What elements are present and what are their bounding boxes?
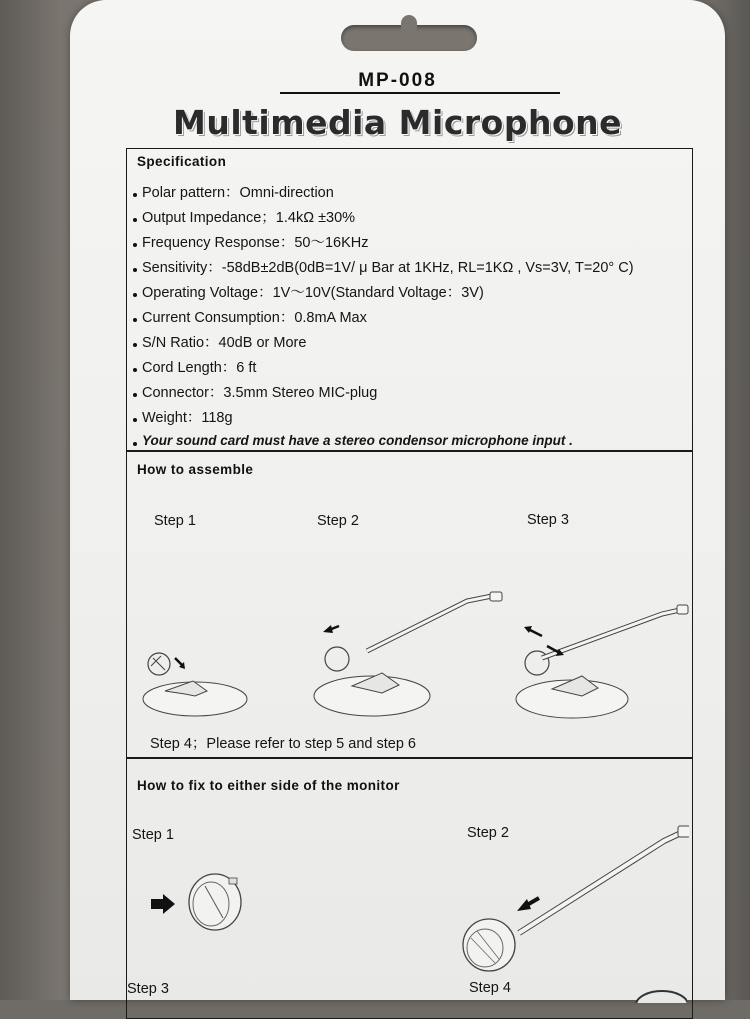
spec-item: Current Consumption：0.8mA Max — [131, 304, 634, 329]
bullet-icon — [133, 393, 137, 397]
monitor-step-2-label: Step 2 — [467, 825, 509, 841]
assemble-step-2-illustration — [307, 581, 507, 721]
product-card — [70, 0, 725, 1000]
bullet-icon — [133, 418, 137, 422]
spec-item: Operating Voltage：1V～10V(Standard Voltage：3V) — [131, 279, 634, 304]
monitor-step-3-label: Step 3 — [127, 981, 169, 997]
spec-item: Weight：118g — [131, 404, 634, 429]
spec-item: Connector：3.5mm Stereo MIC-plug — [131, 379, 634, 404]
arrow-icon — [323, 625, 333, 633]
monitor-step-1-illustration — [145, 866, 255, 936]
bullet-icon — [133, 218, 137, 222]
specification-heading: Specification — [137, 154, 227, 169]
monitor-heading: How to fix to either side of the monitor — [137, 778, 400, 793]
monitor-step-1-label: Step 1 — [132, 827, 174, 843]
hang-hole — [341, 25, 477, 51]
specification-list — [131, 179, 634, 452]
monitor-step-4-illustration — [612, 983, 687, 1003]
monitor-panel — [126, 757, 693, 1019]
specification-panel — [126, 148, 693, 452]
assemble-step-2-label: Step 2 — [317, 513, 359, 529]
spec-item: S/N Ratio：40dB or More — [131, 329, 634, 354]
model-number: MP-008 — [358, 70, 437, 91]
assemble-step-1-illustration — [135, 636, 255, 721]
spec-item: Cord Length：6 ft — [131, 354, 634, 379]
spec-item: Polar pattern：Omni-direction — [131, 179, 634, 204]
monitor-step-2-illustration — [389, 813, 689, 973]
model-underline — [280, 92, 560, 94]
product-title: Multimedia Microphone — [172, 103, 622, 142]
bullet-icon — [133, 318, 137, 322]
assemble-heading: How to assemble — [137, 462, 254, 477]
bullet-icon — [133, 268, 137, 272]
bullet-icon — [133, 442, 137, 446]
bullet-icon — [133, 343, 137, 347]
assemble-step-4-text: Step 4；Please refer to step 5 and step 6 — [150, 736, 416, 752]
assemble-step-1-label: Step 1 — [154, 513, 196, 529]
spec-item: Output Impedance；1.4kΩ ±30% — [131, 204, 634, 229]
bullet-icon — [133, 368, 137, 372]
monitor-step-4-label: Step 4 — [469, 980, 511, 996]
bullet-icon — [133, 293, 137, 297]
arrow-icon — [163, 894, 175, 914]
assemble-step-3-illustration — [512, 596, 692, 721]
arrow-icon — [517, 899, 531, 911]
assemble-panel — [126, 450, 693, 759]
spec-note: Your sound card must have a stereo condensor microphone input . — [131, 429, 634, 452]
bullet-icon — [133, 193, 137, 197]
bullet-icon — [133, 243, 137, 247]
spec-item: Frequency Response：50～16KHz — [131, 229, 634, 254]
assemble-step-3-label: Step 3 — [527, 512, 569, 528]
spec-item: Sensitivity：-58dB±2dB(0dB=1V/ μ Bar at 1KHz, RL=1KΩ , Vs=3V, T=20° C) — [131, 254, 634, 279]
